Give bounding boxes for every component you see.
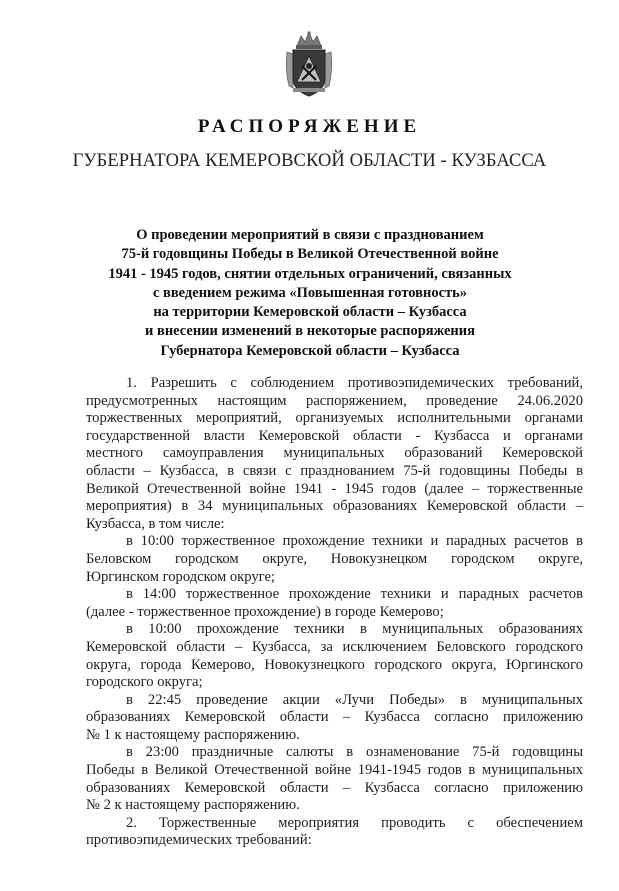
body-text-line: в 10:00 торжественное прохождение техники и парадных расчетов в xyxy=(126,533,583,550)
body-text-line: (далее - торжественное прохождение) в городе Кемерово; xyxy=(86,603,444,620)
body-text-line: Победы в Великой Отечественной войне 1941-1945 годов в муниципальных xyxy=(86,762,583,779)
body-text-line: предусмотренных настоящим распоряжением, проведение 24.06.2020 xyxy=(86,392,583,409)
body-text-line: торжественных мероприятий, организуемых исполнительными органами xyxy=(86,410,583,427)
body-text-line: противоэпидемических требований: xyxy=(86,832,312,849)
heading-line: 75-й годовщины Победы в Великой Отечественной войне xyxy=(121,246,499,263)
document-issuer: ГУБЕРНАТОРА КЕМЕРОВСКОЙ ОБЛАСТИ - КУЗБАССА xyxy=(72,151,547,171)
body-text-line: мероприятия) в 34 муниципальных образованиях Кемеровской области – xyxy=(86,498,583,515)
body-text-line: образованиях Кемеровской области – Кузбасса согласно приложению xyxy=(86,709,583,726)
body-text-line: Великой Отечественной войне 1941 - 1945 годов (далее – торжественные xyxy=(86,480,583,497)
body-text-line: Кузбасса, в том числе: xyxy=(86,515,225,532)
body-text-line: 2. Торжественные мероприятия проводить с обеспечением xyxy=(126,814,583,831)
body-text-line: округа, города Кемерово, Новокузнецкого городского округа, Юргинского xyxy=(86,656,583,673)
body-text-line: Кемеровской области – Кузбасса, за исключением Беловского городского xyxy=(86,638,583,655)
heading-line: О проведении мероприятий в связи с празднованием xyxy=(136,227,484,243)
body-text-line: в 23:00 праздничные салюты в ознаменование 75-й годовщины xyxy=(126,744,583,761)
heading-line: 1941 - 1945 годов, снятии отдельных ограничений, связанных xyxy=(108,265,512,282)
heading-line: с введением режима «Повышенная готовность» xyxy=(152,284,468,301)
document-heading xyxy=(90,226,530,361)
body-text-line: № 2 к настоящему распоряжению. xyxy=(86,797,300,814)
coat-of-arms-emblem xyxy=(283,30,335,98)
body-text-line: в 14:00 торжественное прохождение техники и парадных расчетов xyxy=(126,586,583,603)
body-text-line: в 22:45 проведение акции «Лучи Победы» в муниципальных xyxy=(126,691,583,708)
body-text-line: образованиях Кемеровской области – Кузбасса согласно приложению xyxy=(86,779,583,796)
body-text-line: области – Кузбасса, в связи с празднованием 75-й годовщины Победы в xyxy=(86,462,583,479)
heading-line: на территории Кемеровской области – Кузбасса xyxy=(153,304,467,321)
heading-line: Губернатора Кемеровской области – Кузбасса xyxy=(160,342,460,359)
coat-of-arms-icon xyxy=(283,30,335,98)
body-text-line: № 1 к настоящему распоряжению. xyxy=(86,726,300,743)
body-text-line: Юргинском городском округе; xyxy=(86,568,275,585)
body-text-line: городского округа; xyxy=(86,674,203,691)
body-text-line: государственной власти Кемеровской области - Кузбасса и органами xyxy=(86,427,583,444)
document-title: РАСПОРЯЖЕНИЕ xyxy=(197,116,422,137)
body-text-line: местного самоуправления муниципальных образований Кемеровской xyxy=(86,445,583,462)
document-body xyxy=(86,375,583,850)
body-text-line: Беловском городском округе, Новокузнецком городском округе, xyxy=(86,550,583,567)
body-text-line: в 10:00 прохождение техники в муниципальных образованиях xyxy=(126,621,583,638)
body-text-line: 1. Разрешить с соблюдением противоэпидемических требований, xyxy=(126,375,583,391)
heading-line: и внесении изменений в некоторые распоряжения xyxy=(145,323,475,340)
